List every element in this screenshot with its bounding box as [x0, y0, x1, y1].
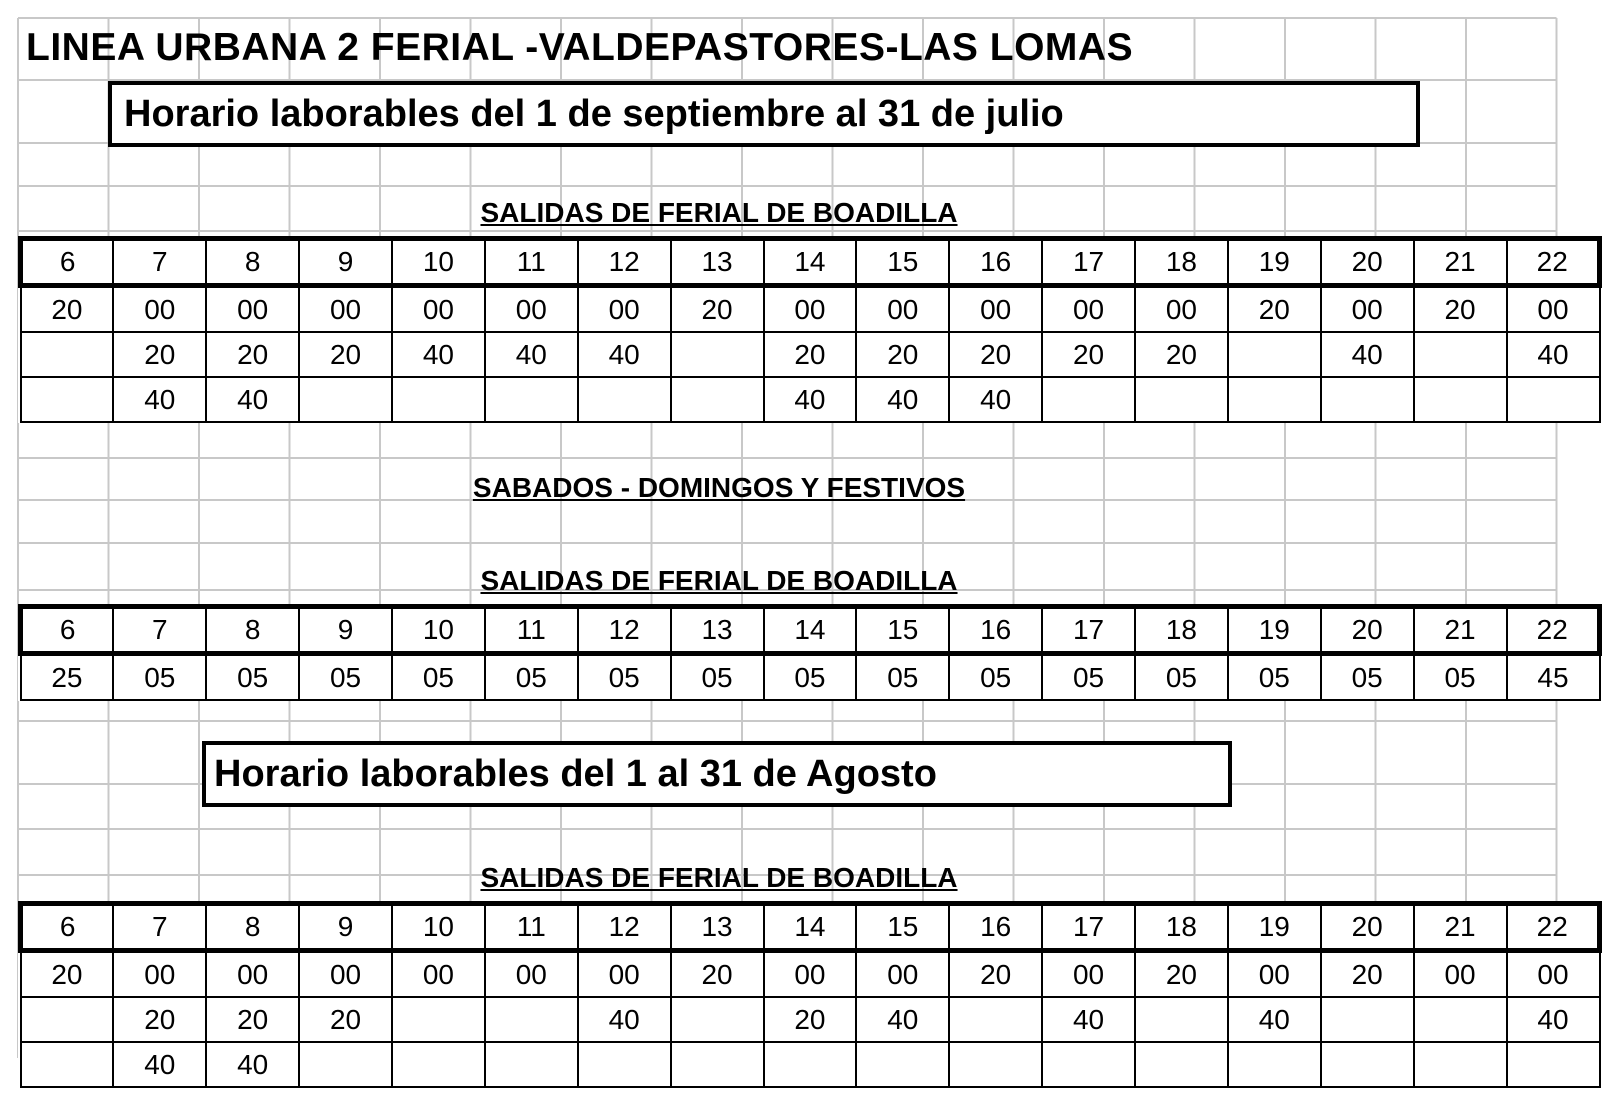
hours-row	[21, 904, 1600, 951]
hour-cell: 21	[1414, 904, 1507, 951]
minute-cell: 20	[856, 332, 949, 377]
minute-cell: 00	[949, 286, 1042, 333]
hour-cell: 6	[21, 607, 114, 654]
minute-cell: 00	[856, 286, 949, 333]
minute-cell: 00	[1507, 951, 1600, 998]
hour-cell: 10	[392, 239, 485, 286]
minute-cell	[578, 1042, 671, 1087]
minute-cell: 40	[113, 1042, 206, 1087]
minute-cell	[671, 997, 764, 1042]
hour-cell: 16	[949, 607, 1042, 654]
minute-cell: 20	[949, 332, 1042, 377]
minute-cell: 00	[299, 286, 392, 333]
hour-cell: 17	[1042, 904, 1135, 951]
minute-cell: 40	[764, 377, 857, 422]
hour-cell: 16	[949, 904, 1042, 951]
minute-cell	[1321, 1042, 1414, 1087]
minute-cell: 20	[1135, 332, 1228, 377]
minute-cell: 40	[578, 997, 671, 1042]
minute-cell: 20	[21, 951, 114, 998]
minute-cell	[1135, 1042, 1228, 1087]
minute-cell	[485, 997, 578, 1042]
hour-cell: 17	[1042, 607, 1135, 654]
minute-cell	[764, 1042, 857, 1087]
minute-cell: 20	[113, 332, 206, 377]
minute-cell: 40	[206, 1042, 299, 1087]
minute-cell: 00	[578, 286, 671, 333]
minute-cell: 00	[485, 286, 578, 333]
hour-cell: 11	[485, 607, 578, 654]
hour-cell: 16	[949, 239, 1042, 286]
minute-cell: 00	[392, 286, 485, 333]
minute-cell: 00	[1414, 951, 1507, 998]
minute-cell: 05	[206, 654, 299, 701]
hour-cell: 9	[299, 239, 392, 286]
hour-cell: 21	[1414, 239, 1507, 286]
minute-cell: 20	[206, 997, 299, 1042]
minute-cell: 00	[299, 951, 392, 998]
minute-cell	[1042, 377, 1135, 422]
period-heading-aug	[202, 741, 1232, 807]
hour-cell: 11	[485, 239, 578, 286]
hour-cell: 15	[856, 239, 949, 286]
period-heading-text: Horario laborables del 1 al 31 de Agosto	[214, 752, 937, 795]
minute-cell	[1135, 377, 1228, 422]
route-title: LINEA URBANA 2 FERIAL -VALDEPASTORES-LAS LOMAS	[26, 26, 1134, 69]
hour-cell: 15	[856, 904, 949, 951]
minute-cell: 40	[949, 377, 1042, 422]
hour-cell: 19	[1228, 904, 1321, 951]
period-heading-text: Horario laborables del 1 de septiembre al 31 de julio	[124, 92, 1064, 135]
minute-cell	[299, 1042, 392, 1087]
hour-cell: 20	[1321, 607, 1414, 654]
minute-cell: 00	[392, 951, 485, 998]
schedule-table-weekday-sep-jul	[18, 236, 1602, 423]
minute-cell: 00	[1042, 951, 1135, 998]
minute-cell: 20	[949, 951, 1042, 998]
minute-cell: 20	[1042, 332, 1135, 377]
hour-cell: 17	[1042, 239, 1135, 286]
minute-cell: 05	[392, 654, 485, 701]
minute-cell: 40	[1321, 332, 1414, 377]
hour-cell: 7	[113, 904, 206, 951]
minute-cell	[578, 377, 671, 422]
minute-cell: 00	[764, 951, 857, 998]
minute-cell: 40	[206, 377, 299, 422]
minute-cell: 20	[1414, 286, 1507, 333]
hour-cell: 8	[206, 607, 299, 654]
hour-cell: 22	[1507, 904, 1600, 951]
minute-cell: 40	[578, 332, 671, 377]
hour-cell: 10	[392, 904, 485, 951]
hour-cell: 7	[113, 239, 206, 286]
minute-cell: 00	[1042, 286, 1135, 333]
hour-cell: 14	[764, 904, 857, 951]
minute-cell: 05	[1135, 654, 1228, 701]
minute-cell	[21, 1042, 114, 1087]
hour-cell: 18	[1135, 904, 1228, 951]
minute-cell: 00	[1321, 286, 1414, 333]
minute-cell	[1042, 1042, 1135, 1087]
hour-cell: 8	[206, 239, 299, 286]
minutes-row	[21, 997, 1600, 1042]
minute-cell: 20	[1321, 951, 1414, 998]
hour-cell: 13	[671, 239, 764, 286]
departures-label: SALIDAS DE FERIAL DE BOADILLA	[480, 565, 958, 596]
minutes-row	[21, 654, 1600, 701]
hour-cell: 12	[578, 239, 671, 286]
hours-row	[21, 607, 1600, 654]
minute-cell	[671, 1042, 764, 1087]
minute-cell: 05	[1321, 654, 1414, 701]
minute-cell	[1228, 332, 1321, 377]
minute-cell: 40	[856, 997, 949, 1042]
hour-cell: 18	[1135, 239, 1228, 286]
minute-cell	[1507, 377, 1600, 422]
minute-cell: 40	[1507, 997, 1600, 1042]
hour-cell: 14	[764, 607, 857, 654]
hour-cell: 12	[578, 607, 671, 654]
minutes-row	[21, 951, 1600, 998]
minute-cell: 20	[299, 332, 392, 377]
minute-cell: 45	[1507, 654, 1600, 701]
minute-cell	[1228, 377, 1321, 422]
minute-cell: 00	[1135, 286, 1228, 333]
minute-cell: 20	[113, 997, 206, 1042]
hour-cell: 9	[299, 904, 392, 951]
minute-cell: 05	[485, 654, 578, 701]
minute-cell	[1507, 1042, 1600, 1087]
hour-cell: 11	[485, 904, 578, 951]
minute-cell: 05	[856, 654, 949, 701]
minute-cell: 40	[485, 332, 578, 377]
period-heading-sep-jul	[108, 81, 1420, 147]
hour-cell: 14	[764, 239, 857, 286]
minute-cell: 00	[113, 951, 206, 998]
minute-cell: 00	[1228, 951, 1321, 998]
minutes-row	[21, 1042, 1600, 1087]
hour-cell: 22	[1507, 607, 1600, 654]
minute-cell: 20	[1135, 951, 1228, 998]
departures-label: SALIDAS DE FERIAL DE BOADILLA	[480, 197, 958, 228]
minute-cell	[392, 997, 485, 1042]
minute-cell: 00	[856, 951, 949, 998]
minute-cell: 40	[1507, 332, 1600, 377]
minute-cell: 05	[113, 654, 206, 701]
minute-cell: 20	[1228, 286, 1321, 333]
minute-cell	[1414, 332, 1507, 377]
minute-cell	[949, 1042, 1042, 1087]
minute-cell: 20	[671, 286, 764, 333]
minute-cell	[1135, 997, 1228, 1042]
minute-cell: 05	[1042, 654, 1135, 701]
minute-cell	[1228, 1042, 1321, 1087]
hour-cell: 13	[671, 607, 764, 654]
minute-cell	[392, 377, 485, 422]
hour-cell: 6	[21, 904, 114, 951]
hour-cell: 21	[1414, 607, 1507, 654]
hour-cell: 9	[299, 607, 392, 654]
minute-cell	[1321, 377, 1414, 422]
minute-cell: 25	[21, 654, 114, 701]
minute-cell: 00	[578, 951, 671, 998]
hour-cell: 22	[1507, 239, 1600, 286]
hour-cell: 12	[578, 904, 671, 951]
minutes-row	[21, 286, 1600, 333]
minute-cell	[856, 1042, 949, 1087]
minute-cell	[949, 997, 1042, 1042]
minute-cell	[21, 997, 114, 1042]
hour-cell: 8	[206, 904, 299, 951]
minute-cell: 00	[206, 286, 299, 333]
minute-cell	[21, 332, 114, 377]
minute-cell	[21, 377, 114, 422]
departures-label: SALIDAS DE FERIAL DE BOADILLA	[480, 862, 958, 893]
minute-cell: 40	[1228, 997, 1321, 1042]
minute-cell: 20	[21, 286, 114, 333]
minute-cell: 00	[764, 286, 857, 333]
minute-cell: 40	[856, 377, 949, 422]
minute-cell: 00	[113, 286, 206, 333]
minutes-row	[21, 377, 1600, 422]
minute-cell: 05	[949, 654, 1042, 701]
hour-cell: 19	[1228, 607, 1321, 654]
schedule-table-weekend	[18, 604, 1602, 701]
minute-cell: 20	[764, 332, 857, 377]
minute-cell	[1321, 997, 1414, 1042]
minute-cell: 40	[392, 332, 485, 377]
hour-cell: 6	[21, 239, 114, 286]
minute-cell	[485, 1042, 578, 1087]
minute-cell: 00	[206, 951, 299, 998]
minute-cell	[1414, 1042, 1507, 1087]
minute-cell: 05	[764, 654, 857, 701]
minute-cell: 05	[578, 654, 671, 701]
minute-cell: 00	[1507, 286, 1600, 333]
minute-cell: 20	[671, 951, 764, 998]
minute-cell: 20	[206, 332, 299, 377]
minute-cell: 05	[1414, 654, 1507, 701]
hour-cell: 18	[1135, 607, 1228, 654]
minute-cell	[485, 377, 578, 422]
hour-cell: 10	[392, 607, 485, 654]
minute-cell: 05	[671, 654, 764, 701]
minute-cell: 05	[1228, 654, 1321, 701]
schedule-table-weekday-aug	[18, 901, 1602, 1088]
minute-cell	[299, 377, 392, 422]
hour-cell: 13	[671, 904, 764, 951]
minute-cell: 00	[485, 951, 578, 998]
minute-cell: 20	[764, 997, 857, 1042]
minute-cell	[671, 377, 764, 422]
hour-cell: 15	[856, 607, 949, 654]
minute-cell: 40	[113, 377, 206, 422]
hour-cell: 7	[113, 607, 206, 654]
minute-cell	[1414, 997, 1507, 1042]
minute-cell	[392, 1042, 485, 1087]
weekend-label: SABADOS - DOMINGOS Y FESTIVOS	[472, 472, 966, 503]
hour-cell: 19	[1228, 239, 1321, 286]
hours-row	[21, 239, 1600, 286]
hour-cell: 20	[1321, 239, 1414, 286]
minute-cell: 40	[1042, 997, 1135, 1042]
minutes-row	[21, 332, 1600, 377]
minute-cell	[1414, 377, 1507, 422]
minute-cell	[671, 332, 764, 377]
hour-cell: 20	[1321, 904, 1414, 951]
minute-cell: 05	[299, 654, 392, 701]
minute-cell: 20	[299, 997, 392, 1042]
